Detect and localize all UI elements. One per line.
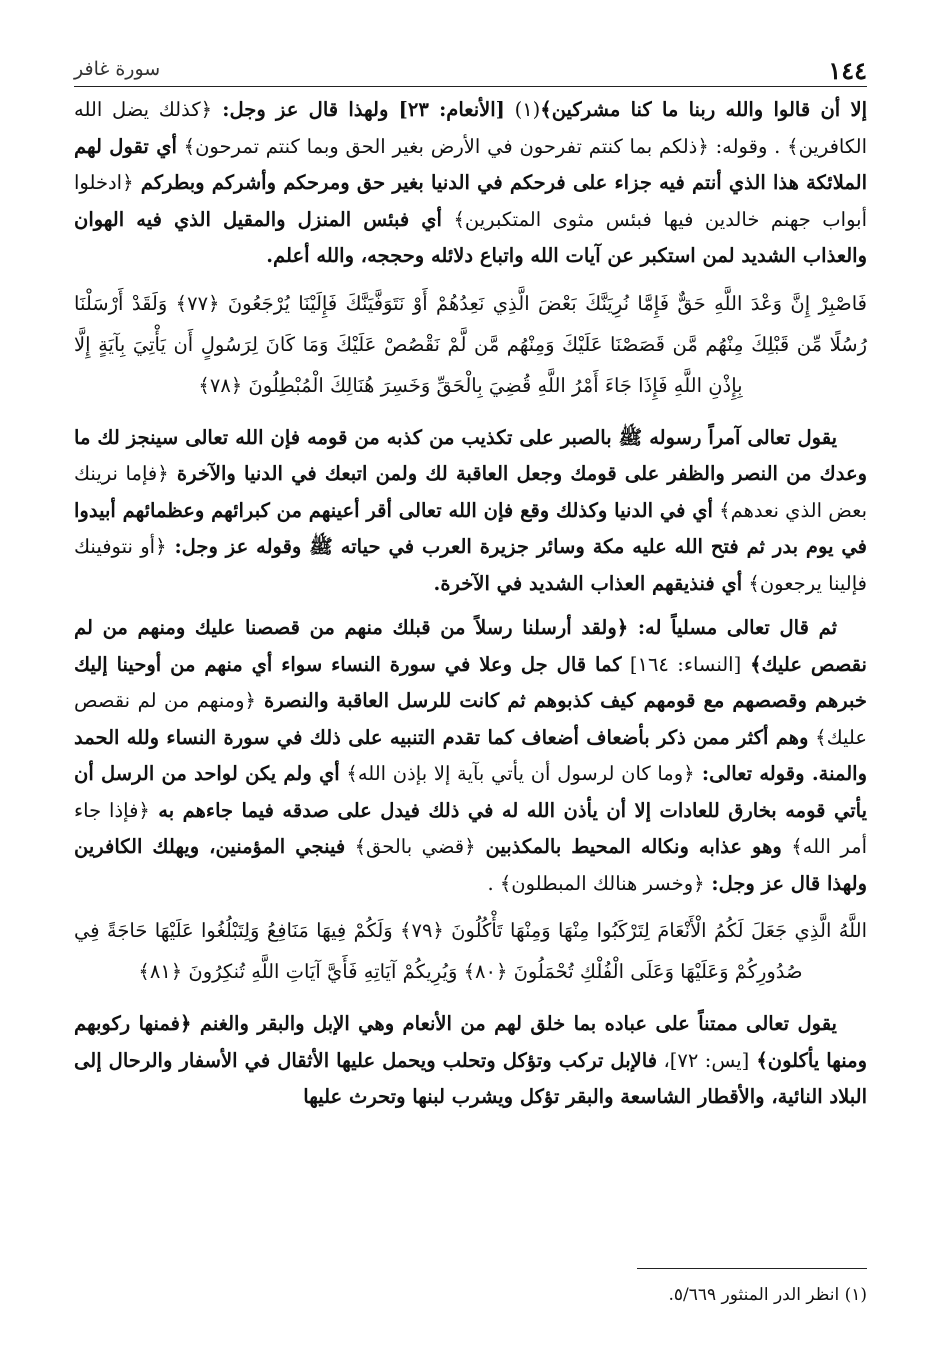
paragraph-p3 bbox=[74, 610, 867, 902]
text-run: ﴿ادخلوا أبواب جهنم خالدين فيها فبئس مثوى المتكبرين﴾ bbox=[74, 171, 867, 231]
text-run: ﴿كذلك يضل الله الكافرين﴾ . وقوله: ﴿ذلكم بما كنتم تفرحون في الأرض بغير الحق وبما كنتم تمرحون﴾ bbox=[74, 98, 867, 158]
text-run: كما قال جل وعلا في سورة النساء سواء أي منهم من أوحينا إليك خبرهم وقصصهم مع قومهم كيف كذبوهم ثم كانت للرسل العاقبة والنصرة bbox=[74, 652, 867, 712]
text-run: أي ولم يكن لواحد من الرسل أن يأتي قومه بخارق للعادات إلا أن يأذن الله له في ذلك فيدل على صدقه فيما جاءهم به bbox=[74, 762, 867, 822]
commentary-block-1 bbox=[74, 92, 867, 275]
commentary-block-2 bbox=[74, 420, 867, 903]
text-run: ﴿ومنهم من لم نقصص عليك﴾ bbox=[74, 689, 867, 749]
page-content bbox=[74, 92, 867, 1124]
text-run: أي في الدنيا وكذلك وقع فإن الله تعالى أقر أعينهم من كبرائهم وعظمائهم أبيدوا في يوم بدر ثم فتح الله عليه مكة وسائر جزيرة العرب في حياته ﷺ وقوله عز وجل: bbox=[74, 498, 867, 558]
text-run: ﴿أو نتوفينك فإلينا يرجعون﴾ bbox=[74, 535, 867, 595]
text-run: [النساء: ١٦٤] bbox=[621, 652, 742, 676]
quran-verses-77-78: فَاصْبِرْ إِنَّ وَعْدَ اللَّهِ حَقٌّ فَإِمَّا نُرِيَنَّكَ بَعْضَ الَّذِي نَعِدُهُمْ أَوْ نَتَوَفَّيَنَّكَ فَإِلَيْنَا يُرْجَعُونَ ﴿٧٧﴾ وَلَقَدْ أَرْسَلْنَا رُسُلًا مِّن قَبْلِكَ مِنْهُم مَّن قَصَصْنَا عَلَيْكَ وَمِنْهُم مَّن لَّمْ نَقْصُصْ عَلَيْكَ وَمَا كَانَ لِرَسُولٍ أَن يَأْتِيَ بِآيَةٍ إِلَّا بِإِذْنِ اللَّهِ فَإِذَا جَاءَ أَمْرُ اللَّهِ قُضِيَ بِالْحَقِّ وَخَسِرَ هُنَالِكَ الْمُبْطِلُونَ ﴿٧٨﴾ bbox=[74, 291, 867, 397]
text-run: (١) bbox=[504, 98, 541, 121]
footnote bbox=[74, 1280, 867, 1310]
footnote-text: انظر الدر المنثور ٥/٦٦٩. bbox=[668, 1285, 840, 1305]
text-run: [الأنعام: ٢٣] ولهذا قال عز وجل: bbox=[212, 98, 505, 121]
footnote-divider bbox=[637, 1268, 867, 1269]
text-run: ﴿فإذا جاء أمر الله﴾ bbox=[74, 798, 867, 858]
text-run: ﴿وما كان لرسول أن يأتي بآية إلا بإذن الله﴾ bbox=[339, 762, 695, 785]
text-run: وهم أكثر ممن ذكر بأضعاف أضعاف كما تقدم التنبيه على ذلك في سورة النساء ولله الحمد والمنة. وقوله تعالى: bbox=[74, 725, 867, 785]
text-run: ﴿فإما نرينك بعض الذي نعدهم﴾ bbox=[74, 462, 867, 522]
quran-verses-79-81: اللَّهُ الَّذِي جَعَلَ لَكُمُ الْأَنْعَامَ لِتَرْكَبُوا مِنْهَا وَمِنْهَا تَأْكُلُونَ ﴿٧٩﴾ وَلَكُمْ فِيهَا مَنَافِعُ وَلِتَبْلُغُوا عَلَيْهَا حَاجَةً فِي صُدُورِكُمْ وَعَلَيْهَا وَعَلَى الْفُلْكِ تُحْمَلُونَ ﴿٨٠﴾ وَيُرِيكُمْ آيَاتِهِ فَأَيَّ آيَاتِ اللَّهِ تُنكِرُونَ ﴿٨١﴾ bbox=[74, 919, 867, 983]
text-run: [يس: ٧٢]، bbox=[657, 1048, 750, 1072]
text-run: ﴿قضي بالحق﴾ bbox=[345, 835, 476, 858]
surah-name: سورة غافر bbox=[74, 58, 161, 80]
text-run: ﴿وخسر هنالك المبطلون﴾ . bbox=[487, 871, 705, 895]
paragraph-p2 bbox=[74, 420, 867, 603]
text-run: فالإبل تركب وتؤكل وتحلب ويحمل عليها الأثقال في الأسفار والرحال إلى البلاد النائية، والأقطار الشاسعة والبقر تؤكل ويشرب لبنها وتحرث عليها bbox=[74, 1048, 867, 1108]
page-number: ١٤٤ bbox=[828, 56, 867, 85]
text-run: أي تقول لهم الملائكة هذا الذي أنتم فيه جزاء على فرحكم في الدنيا بغير حق ومرحكم وأشركم وبطركم bbox=[74, 134, 867, 194]
text-run: أي فبئس المنزل والمقيل الذي فيه الهوان والعذاب الشديد لمن استكبر عن آيات الله واتباع دلائله وحججه، والله أعلم. bbox=[74, 207, 867, 267]
text-run: يقول تعالى آمراً رسوله ﷺ بالصبر على تكذيب من كذبه من قومه فإن الله تعالى سينجز لك ما وعدك من النصر والظفر على قومك وجعل العاقبة لك ولمن اتبعك في الدنيا والآخرة bbox=[74, 425, 867, 485]
footnote-marker: (١) bbox=[844, 1285, 867, 1305]
text-run: وهو عذابه ونكاله المحيط بالمكذبين bbox=[475, 835, 782, 858]
paragraph-p4 bbox=[74, 1006, 867, 1116]
text-run: إلا أن قالوا والله ربنا ما كنا مشركين﴾ bbox=[540, 98, 867, 121]
text-run: أي فنذيقهم العذاب الشديد في الآخرة. bbox=[433, 571, 743, 595]
paragraph-p1 bbox=[74, 92, 867, 275]
page-header bbox=[74, 52, 867, 87]
text-run: يقول تعالى ممتناً على عباده بما خلق لهم من الأنعام وهي الإبل والبقر والغنم ﴿فمنها ركوبهم ومنها يأكلون﴾ bbox=[74, 1012, 867, 1072]
text-run: ثم قال تعالى مسلياً له: ﴿ولقد أرسلنا رسلاً من قبلك منهم من قصصنا عليك ومنهم من لم نقصص عليك﴾ bbox=[74, 616, 867, 676]
text-run: فينجي المؤمنين، ويهلك الكافرين ولهذا قال عز وجل: bbox=[74, 835, 867, 895]
commentary-block-3 bbox=[74, 1006, 867, 1116]
